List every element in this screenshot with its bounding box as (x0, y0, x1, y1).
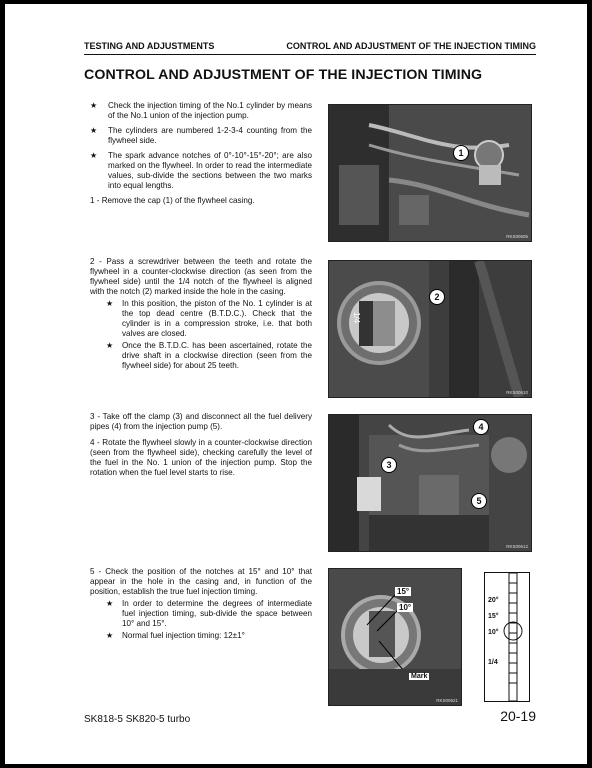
section-3-text (90, 412, 312, 478)
callout-2: 2 (429, 289, 445, 305)
tick-quarter: 1/4 (488, 659, 498, 666)
page-number: 20-19 (500, 708, 536, 724)
header-topic: CONTROL AND ADJUSTMENT OF THE INJECTION TIMING (286, 41, 536, 51)
section-2-text (90, 257, 312, 371)
label-10: 10° (399, 603, 412, 612)
sub-bullet: ★ Once the B.T.D.C. has been ascertained, rotate the drive shaft in a clockwise direction (seen from the flywheel side) for about 25 teeth. (106, 341, 312, 370)
image-code: RKS00612 (506, 544, 528, 549)
label-mark: Mark (411, 673, 428, 680)
mark-label: 1/4 (352, 311, 362, 324)
tick-20: 20° (488, 597, 499, 604)
footer-model: SK818-5 SK820-5 turbo (84, 714, 191, 725)
photo-flywheel-notch (328, 260, 532, 398)
bullet-item: ★ Check the injection timing of the No.1 cylinder by means of the No.1 union of the injection pump. (90, 101, 312, 120)
step-1: 1 - Remove the cap (1) of the flywheel casing. (90, 196, 255, 205)
bullet-item: ★ The spark advance notches of 0°-10°-15°-20°; are also marked on the flywheel. In order to read the intermediate values, sub-divide the sections between the two marks into equal lengths. (90, 151, 312, 190)
photo-timing-marks (328, 568, 462, 706)
section-1-text (90, 101, 312, 206)
photo-injection-pump (328, 414, 532, 552)
timing-scale-diagram (484, 572, 530, 702)
star-icon: ★ (106, 341, 114, 350)
star-icon: ★ (106, 599, 114, 608)
tick-15: 15° (488, 613, 499, 620)
star-icon: ★ (90, 126, 98, 135)
callout-4: 4 (473, 419, 489, 435)
tick-10: 10° (488, 629, 499, 636)
star-icon: ★ (106, 631, 114, 640)
step-2: 2 - Pass a screwdriver between the teeth and rotate the flywheel in a counter-clockwise direction (as seen from the flywheel side) until the 1/4 notch of the flywheel is aligned with the notch (2) marked inside the hole in the casing. (90, 257, 312, 296)
image-code: RKS00605 (506, 234, 528, 239)
callout-3: 3 (381, 457, 397, 473)
callout-1: 1 (453, 145, 469, 161)
star-icon: ★ (90, 101, 98, 110)
callout-5: 5 (471, 493, 487, 509)
step-5: 5 - Check the position of the notches at 15° and 10° that appear in the hole in the casing and, in function of the position, establish the true fuel injection timing. (90, 567, 312, 596)
image-code: RKS00621 (436, 698, 458, 703)
running-header (84, 38, 536, 55)
image-code: RKS00610 (506, 390, 528, 395)
star-icon: ★ (90, 151, 98, 160)
bullet-item: ★ The cylinders are numbered 1-2-3-4 counting from the flywheel side. (90, 126, 312, 145)
star-icon: ★ (106, 299, 114, 308)
photo-flywheel-cap (328, 104, 532, 242)
step-3: 3 - Take off the clamp (3) and disconnect all the fuel delivery pipes (4) from the injection pump (5). (90, 412, 312, 431)
label-15: 15° (397, 587, 410, 596)
header-section: TESTING AND ADJUSTMENTS (84, 41, 215, 51)
sub-bullet: ★ Normal fuel injection timing: 12±1° (106, 631, 245, 640)
sub-bullet: ★ In order to determine the degrees of intermediate fuel injection timing, sub-divide the space between 10° and 15°. (106, 599, 312, 628)
page-title: CONTROL AND ADJUSTMENT OF THE INJECTION TIMING (84, 67, 483, 83)
sub-bullet: ★ In this position, the piston of the No. 1 cylinder is at the top dead centre (B.T.D.C.). Check that the cylinder is in a compression stroke, i.e. that both valves are closed. (106, 299, 312, 338)
section-4-text (90, 567, 312, 641)
step-4: 4 - Rotate the flywheel slowly in a counter-clockwise direction (seen from the flywheel side), checking carefully the level of the fuel in the No. 1 union of the injection pump. Stop the rotation when the fuel level starts to rise. (90, 438, 312, 477)
